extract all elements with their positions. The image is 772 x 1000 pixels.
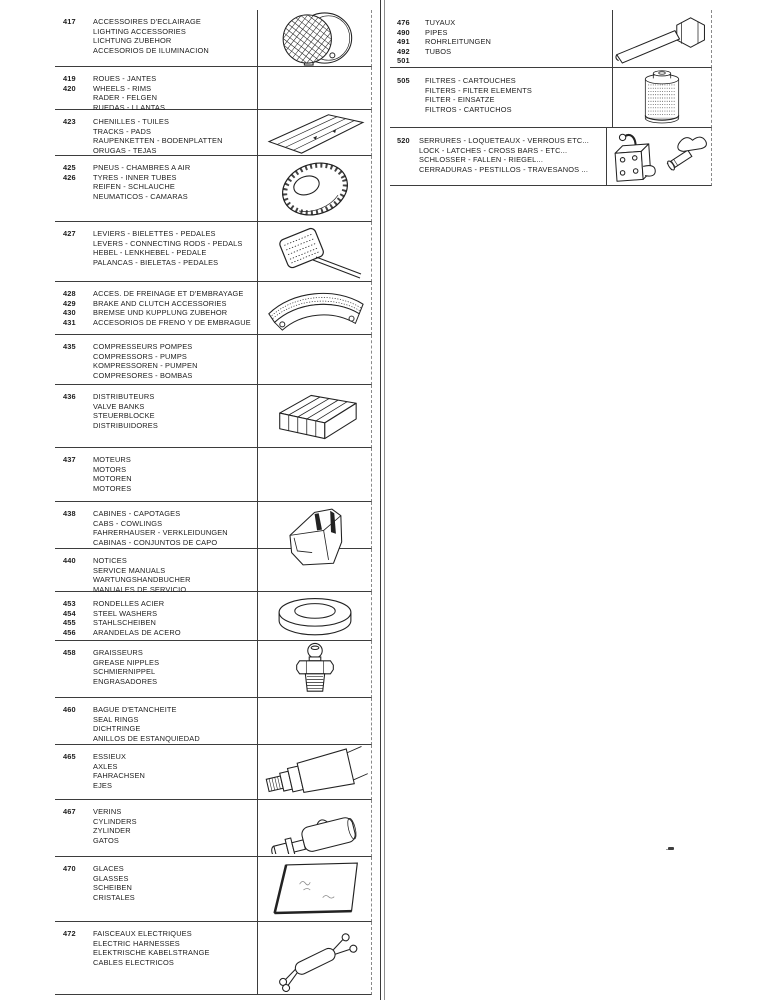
part-names bbox=[93, 385, 257, 447]
illustration-cell bbox=[257, 857, 371, 921]
parts-row bbox=[390, 10, 712, 68]
parts-row bbox=[55, 385, 372, 448]
part-names bbox=[93, 592, 257, 640]
part-name-line: PIPES bbox=[425, 27, 448, 37]
part-name-line: STEUERBLOCKE bbox=[93, 411, 155, 421]
part-names bbox=[93, 448, 257, 501]
part-code: 428 bbox=[63, 289, 76, 298]
part-name-line: MOTORS bbox=[93, 464, 127, 474]
part-name-line: CRISTALES bbox=[93, 892, 135, 902]
part-code: 520 bbox=[397, 136, 410, 145]
illustration-cell bbox=[257, 922, 371, 994]
part-name-line: CERRADURAS - PESTILLOS - TRAVESANOS ... bbox=[419, 164, 589, 174]
part-codes bbox=[55, 282, 93, 334]
part-name-line: STAHLSCHEIBEN bbox=[93, 618, 157, 628]
part-name-line: TRACKS - PADS bbox=[93, 126, 152, 136]
part-code: 430 bbox=[63, 308, 76, 318]
parts-row bbox=[390, 128, 712, 186]
filter-cartridge-icon bbox=[637, 69, 687, 127]
part-code: 492 bbox=[397, 46, 410, 56]
part-name-line: ELECTRIC HARNESSES bbox=[93, 938, 180, 948]
part-name-line: DICHTRINGE bbox=[93, 724, 141, 734]
parts-row bbox=[55, 335, 372, 385]
cab-icon bbox=[274, 505, 356, 569]
part-name-line: CYLINDERS bbox=[93, 816, 137, 826]
illustration-cell bbox=[257, 110, 371, 155]
part-names bbox=[93, 857, 257, 921]
illustration-cell bbox=[257, 335, 371, 384]
part-name-line: GREASE NIPPLES bbox=[93, 657, 160, 667]
part-name-line: ACCESORIOS DE FRENO Y DE EMBRAGUE bbox=[93, 317, 251, 327]
part-name-line: SCHMIERNIPPEL bbox=[93, 667, 156, 677]
grease-nipple-icon bbox=[293, 642, 337, 696]
part-name-line: AXLES bbox=[93, 761, 118, 771]
part-name-line: GLACES bbox=[93, 864, 124, 873]
parts-row bbox=[55, 800, 372, 857]
parts-row bbox=[55, 502, 372, 549]
part-code: 454 bbox=[63, 608, 76, 618]
part-name-line: ZYLINDER bbox=[93, 826, 131, 836]
brake-shoe-icon bbox=[262, 283, 368, 333]
parts-row bbox=[55, 222, 372, 282]
part-name-line: LOCK - LATCHES - CROSS BARS - ETC... bbox=[419, 145, 568, 155]
part-codes bbox=[55, 502, 93, 548]
track-pad-icon bbox=[262, 110, 368, 156]
part-code: 426 bbox=[63, 172, 76, 182]
part-code: 476 bbox=[397, 18, 410, 27]
part-name-line: COMPRESSORS - PUMPS bbox=[93, 351, 188, 361]
parts-row bbox=[55, 110, 372, 156]
part-name-line: RAUPENKETTEN - BODENPLATTEN bbox=[93, 136, 223, 146]
part-name-line: DISTRIBUIDORES bbox=[93, 420, 158, 430]
part-name-line: KOMPRESSOREN - PUMPEN bbox=[93, 361, 198, 371]
part-code: 440 bbox=[63, 556, 76, 565]
part-names bbox=[93, 745, 257, 799]
part-name-line: WARTUNGSHANDBUCHER bbox=[93, 575, 191, 585]
part-name-line: CABS - COWLINGS bbox=[93, 518, 163, 528]
washer-icon bbox=[268, 593, 362, 639]
part-code: 467 bbox=[63, 807, 76, 816]
part-codes bbox=[55, 592, 93, 640]
part-codes bbox=[390, 68, 425, 127]
part-name-line: CABINAS - CONJUNTOS DE CAPO bbox=[93, 537, 218, 547]
illustration-cell bbox=[612, 68, 711, 127]
illustration-cell bbox=[257, 385, 371, 447]
part-codes bbox=[55, 448, 93, 501]
part-name-line: LICHTUNG ZUBEHOR bbox=[93, 36, 172, 46]
part-name-line: SEAL RINGS bbox=[93, 714, 139, 724]
part-names bbox=[419, 128, 606, 185]
part-code: 435 bbox=[63, 342, 76, 351]
part-name-line: TUBOS bbox=[425, 46, 452, 56]
part-name-line: FAISCEAUX ELECTRIQUES bbox=[93, 929, 192, 938]
part-codes bbox=[55, 222, 93, 281]
part-name-line: ESSIEUX bbox=[93, 752, 127, 761]
column-divider-line-2 bbox=[384, 0, 385, 1000]
part-name-line: NOTICES bbox=[93, 556, 127, 565]
part-names bbox=[425, 10, 612, 67]
parts-row bbox=[55, 67, 372, 110]
part-name-line: GRAISSEURS bbox=[93, 648, 143, 657]
part-name-line: LEVIERS - BIELETTES - PEDALES bbox=[93, 229, 216, 238]
part-codes bbox=[55, 335, 93, 384]
illustration-cell bbox=[257, 156, 371, 221]
part-codes bbox=[55, 922, 93, 994]
glass-pane-icon bbox=[265, 859, 365, 919]
part-name-line: BAGUE D'ETANCHEITE bbox=[93, 705, 177, 714]
valve-bank-icon bbox=[266, 387, 364, 445]
part-names bbox=[93, 641, 257, 697]
part-code: 472 bbox=[63, 929, 76, 938]
part-codes bbox=[55, 641, 93, 697]
part-code: 436 bbox=[63, 392, 76, 401]
part-codes bbox=[55, 800, 93, 856]
part-codes bbox=[390, 10, 425, 67]
part-name-line: MOTOREN bbox=[93, 474, 132, 484]
part-name-line: FILTRES - CARTOUCHES bbox=[425, 76, 516, 85]
pipe-icon bbox=[614, 12, 710, 66]
part-name-line: CABINES - CAPOTAGES bbox=[93, 509, 181, 518]
part-name-line: HEBEL - LENKHEBEL - PEDALE bbox=[93, 248, 207, 258]
part-names bbox=[93, 222, 257, 281]
part-name-line: TUYAUX bbox=[425, 18, 456, 27]
part-name-line: CHENILLES - TUILES bbox=[93, 117, 170, 126]
illustration-cell bbox=[257, 10, 371, 66]
parts-row bbox=[55, 448, 372, 502]
part-names bbox=[93, 67, 257, 112]
part-name-line: SERVICE MANUALS bbox=[93, 565, 166, 575]
part-codes bbox=[55, 10, 93, 66]
part-names bbox=[425, 68, 612, 127]
illustration-cell bbox=[257, 282, 371, 334]
part-name-line: SCHLOSSER - FALLEN - RIEGEL... bbox=[419, 155, 544, 165]
part-code: 431 bbox=[63, 317, 76, 327]
part-name-line: ENGRASADORES bbox=[93, 676, 158, 686]
illustration-cell bbox=[257, 67, 371, 109]
part-names bbox=[93, 156, 257, 221]
part-codes bbox=[390, 128, 419, 185]
part-name-line: RONDELLES ACIER bbox=[93, 599, 165, 608]
illustration-cell bbox=[257, 698, 371, 744]
part-name-line: TYRES - INNER TUBES bbox=[93, 172, 177, 182]
part-names bbox=[93, 10, 257, 66]
illustration-cell bbox=[257, 502, 371, 548]
part-code: 420 bbox=[63, 83, 76, 93]
part-code: 438 bbox=[63, 509, 76, 518]
illustration-cell bbox=[257, 641, 371, 697]
part-name-line: VALVE BANKS bbox=[93, 401, 145, 411]
parts-row bbox=[55, 641, 372, 698]
part-names bbox=[93, 800, 257, 856]
part-codes bbox=[55, 549, 93, 591]
part-name-line: SERRURES - LOQUETEAUX - VERROUS ETC... bbox=[419, 136, 589, 145]
part-names bbox=[93, 110, 257, 155]
part-name-line: BREMSE UND KUPPLUNG ZUBEHOR bbox=[93, 308, 228, 318]
part-code: 465 bbox=[63, 752, 76, 761]
part-code: 456 bbox=[63, 627, 76, 637]
part-code: 460 bbox=[63, 705, 76, 714]
part-name-line: WHEELS - RIMS bbox=[93, 83, 152, 93]
part-name-line: STEEL WASHERS bbox=[93, 608, 158, 618]
part-name-line: LIGHTING ACCESSORIES bbox=[93, 26, 186, 36]
headlight-icon bbox=[272, 11, 358, 66]
part-code: 453 bbox=[63, 599, 76, 608]
part-code: 501 bbox=[397, 56, 410, 66]
part-name-line: PALANCAS - BIELETAS - PEDALES bbox=[93, 257, 219, 267]
part-name-line: MOTEURS bbox=[93, 455, 132, 464]
axle-icon bbox=[262, 746, 368, 798]
part-codes bbox=[55, 698, 93, 744]
part-name-line: DISTRIBUTEURS bbox=[93, 392, 155, 401]
part-name-line: ELEKTRISCHE KABELSTRANGE bbox=[93, 948, 210, 958]
part-code: 458 bbox=[63, 648, 76, 657]
parts-row bbox=[55, 156, 372, 222]
illustration-cell bbox=[257, 222, 371, 281]
part-names bbox=[93, 698, 257, 744]
part-name-line: ORUGAS - TEJAS bbox=[93, 145, 157, 155]
parts-row bbox=[55, 745, 372, 800]
part-name-line: GATOS bbox=[93, 835, 119, 845]
part-name-line: FILTROS - CARTUCHOS bbox=[425, 104, 512, 114]
left-parts-column bbox=[55, 10, 372, 995]
part-name-line: NEUMATICOS - CAMARAS bbox=[93, 191, 188, 201]
part-code: 437 bbox=[63, 455, 76, 464]
part-names bbox=[93, 549, 257, 594]
parts-row bbox=[55, 857, 372, 922]
part-names bbox=[93, 335, 257, 384]
parts-row bbox=[55, 922, 372, 995]
part-name-line: FAHRACHSEN bbox=[93, 771, 146, 781]
parts-row bbox=[55, 592, 372, 641]
part-name-line: BRAKE AND CLUTCH ACCESSORIES bbox=[93, 298, 227, 308]
part-code: 423 bbox=[63, 117, 76, 126]
part-name-line: ANILLOS DE ESTANQUIEDAD bbox=[93, 733, 200, 743]
illustration-cell bbox=[257, 800, 371, 856]
print-speck bbox=[668, 847, 674, 850]
part-code: 470 bbox=[63, 864, 76, 873]
parts-row bbox=[55, 698, 372, 745]
part-name-line: ACCESSOIRES D'ECLAIRAGE bbox=[93, 17, 201, 26]
part-name-line: COMPRESSEURS POMPES bbox=[93, 342, 193, 351]
part-name-line: GLASSES bbox=[93, 873, 129, 883]
illustration-cell bbox=[612, 10, 711, 67]
part-codes bbox=[55, 857, 93, 921]
pedal-icon bbox=[266, 224, 364, 280]
part-code: 455 bbox=[63, 618, 76, 628]
cylinder-icon bbox=[262, 802, 368, 854]
part-codes bbox=[55, 67, 93, 109]
part-name-line: ROHRLEITUNGEN bbox=[425, 37, 492, 47]
part-name-line: FAHRERHAUSER - VERKLEIDUNGEN bbox=[93, 528, 228, 538]
part-name-line: MOTORES bbox=[93, 483, 132, 493]
part-code: 427 bbox=[63, 229, 76, 238]
part-codes bbox=[55, 745, 93, 799]
part-name-line: EJES bbox=[93, 780, 113, 790]
illustration-cell bbox=[257, 592, 371, 640]
tyre-icon bbox=[273, 158, 357, 220]
part-code: 505 bbox=[397, 76, 410, 85]
part-code: 417 bbox=[63, 17, 76, 26]
part-name-line: ARANDELAS DE ACERO bbox=[93, 627, 181, 637]
right-parts-column bbox=[390, 10, 712, 186]
part-name-line: ACCESORIOS DE ILUMINACION bbox=[93, 45, 209, 55]
part-name-line: FILTERS - FILTER ELEMENTS bbox=[425, 85, 532, 95]
part-name-line: SCHEIBEN bbox=[93, 883, 132, 893]
part-name-line: ROUES - JANTES bbox=[93, 74, 157, 83]
part-name-line: RADER - FELGEN bbox=[93, 93, 158, 103]
part-name-line: ACCES. DE FREINAGE ET D'EMBRAYAGE bbox=[93, 289, 244, 298]
part-code: 419 bbox=[63, 74, 76, 83]
part-names bbox=[93, 502, 257, 548]
illustration-cell bbox=[606, 128, 711, 185]
illustration-cell bbox=[257, 745, 371, 799]
part-codes bbox=[55, 110, 93, 155]
parts-row bbox=[55, 282, 372, 335]
part-codes bbox=[55, 385, 93, 447]
part-code: 491 bbox=[397, 37, 410, 47]
part-name-line: CABLES ELECTRICOS bbox=[93, 957, 174, 967]
part-name-line: FILTER - EINSATZE bbox=[425, 95, 495, 105]
part-code: 425 bbox=[63, 163, 76, 172]
parts-row bbox=[390, 68, 712, 128]
part-name-line: MANUALES DE SERVICIO bbox=[93, 584, 187, 594]
part-names bbox=[93, 922, 257, 994]
part-name-line: VERINS bbox=[93, 807, 122, 816]
illustration-cell bbox=[257, 448, 371, 501]
part-code: 429 bbox=[63, 298, 76, 308]
parts-row bbox=[55, 10, 372, 67]
part-name-line: COMPRESORES - BOMBAS bbox=[93, 370, 193, 380]
part-name-line: RUEDAS - LLANTAS bbox=[93, 102, 166, 112]
column-divider-line bbox=[380, 0, 381, 1000]
part-name-line: PNEUS - CHAMBRES A AIR bbox=[93, 163, 191, 172]
part-code: 490 bbox=[397, 27, 410, 37]
part-name-line: REIFEN - SCHLAUCHE bbox=[93, 182, 175, 192]
part-name-line: LEVERS - CONNECTING RODS - PEDALS bbox=[93, 238, 243, 248]
wiring-harness-icon bbox=[267, 924, 363, 992]
lock-latch-icon bbox=[607, 129, 711, 185]
part-names bbox=[93, 282, 257, 334]
part-codes bbox=[55, 156, 93, 221]
